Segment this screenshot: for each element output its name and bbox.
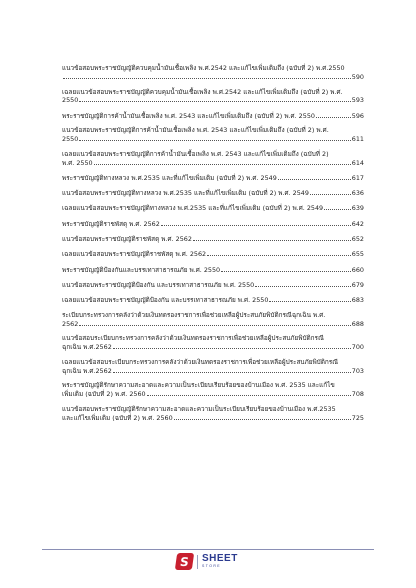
dot-leader [255, 280, 351, 287]
toc-entry[interactable] [62, 126, 364, 143]
toc-entry-title: และแก้ไขเพิ่มเติม (ฉบับที่ 2) พ.ศ. 2560 [62, 413, 173, 422]
toc-entry-line [62, 111, 364, 120]
toc-entry-line [62, 150, 364, 158]
dot-leader [269, 296, 350, 303]
toc-entry-line [62, 126, 364, 134]
logo-separator [197, 555, 198, 569]
toc-entry-title: แนวข้อสอบพระราชบัญญัติควบคุมน้ำมันเชื้อเพลิง พ.ศ.2542 และแก้ไขเพิ่มเติมถึง (ฉบับที่ 2) พ.ศ.2550 [62, 64, 345, 72]
toc-entry-line [62, 265, 364, 274]
toc-page-number: 652 [351, 234, 364, 243]
dot-leader [316, 111, 351, 118]
toc-entry-title: แนวข้อสอบพระราชบัญญัติทางหลวง พ.ศ.2535 และที่แก้ไขเพิ่มเติม (ฉบับที่ 2) พ.ศ. 2549 [62, 189, 309, 198]
toc-page-number: 683 [351, 296, 364, 305]
logo-text [202, 554, 238, 569]
toc-entry-title: 2550 [62, 135, 79, 143]
toc-entry-line [62, 366, 364, 375]
toc-entry-line [62, 280, 364, 289]
toc-page-number: 590 [351, 72, 364, 81]
dot-leader [113, 366, 351, 373]
toc-entry-line [62, 96, 364, 105]
toc-entry-line [62, 204, 364, 213]
dot-leader [79, 319, 351, 326]
toc-entry[interactable] [62, 358, 364, 375]
dot-leader [113, 343, 351, 350]
dot-leader [324, 204, 351, 211]
toc-entry-title: เฉลยแนวข้อสอบระเบียบกระทรวงการคลังว่าด้วยเงินทดรองราชการเพื่อช่วยเหลือผู้ประสบภัยพิบัติกรณี [62, 357, 339, 366]
toc-entry-line [62, 64, 364, 72]
toc-page-number: 725 [351, 413, 364, 422]
toc-entry-title: 2550 [62, 96, 79, 105]
toc-entry[interactable] [62, 296, 364, 305]
toc-entry-title: เฉลยแนวข้อสอบพระราชบัญญัติราชพัสดุ พ.ศ. 2562 [62, 250, 207, 259]
dot-leader [207, 250, 351, 257]
toc-entry-title: พระราชบัญญัติทางหลวง พ.ศ.2535 และที่แก้ไขเพิ่มเติม (ฉบับที่ 2) พ.ศ. 2549 [62, 173, 277, 182]
toc-entry-line [62, 381, 364, 389]
toc-page-number: 642 [351, 219, 364, 228]
toc-entry-line [62, 343, 364, 352]
toc-entry-title: พระราชบัญญัติการค้าน้ำมันเชื้อเพลิง พ.ศ. 2543 และแก้ไขเพิ่มเติมถึง (ฉบับที่ 2) พ.ศ. 2550 [62, 111, 315, 120]
toc-entry-line [62, 358, 364, 366]
logo-brand: SHEET [202, 553, 238, 565]
toc-entry-title: เพิ่มเติม (ฉบับที่ 2) พ.ศ. 2560 [62, 390, 146, 399]
table-of-contents [62, 64, 364, 428]
toc-entry-line [62, 189, 364, 198]
toc-entry-title: ฉุกเฉิน พ.ศ.2562 [62, 343, 112, 352]
toc-entry-line [62, 413, 364, 422]
dot-leader [147, 390, 351, 397]
dot-leader [79, 135, 351, 142]
dot-leader [278, 173, 351, 180]
toc-page-number: 617 [351, 173, 364, 182]
toc-entry-line [62, 390, 364, 399]
toc-page-number: 611 [351, 135, 364, 143]
toc-entry-line [62, 72, 364, 81]
footer-divider [42, 549, 374, 550]
toc-entry-line [62, 296, 364, 305]
toc-page-number: 639 [351, 204, 364, 213]
toc-page-number: 700 [351, 343, 364, 352]
toc-page-number: 703 [351, 366, 364, 375]
dot-leader [63, 72, 351, 79]
logo-tagline: STORE [202, 564, 221, 569]
toc-entry-line [62, 158, 364, 167]
toc-entry-line [62, 334, 364, 342]
sheet-store-logo [176, 553, 238, 570]
toc-entry[interactable] [62, 381, 364, 398]
toc-entry-title: เฉลยแนวข้อสอบพระราชบัญญัติป้องกัน และบรรเทาสาธารณภัย พ.ศ. 2550 [62, 296, 269, 305]
toc-entry-title: เฉลยแนวข้อสอบพระราชบัญญัติทางหลวง พ.ศ.2535 และที่แก้ไขเพิ่มเติม (ฉบับที่ 2) พ.ศ. 2549 [62, 204, 324, 213]
toc-entry-title: 2562 [62, 319, 79, 328]
dot-leader [94, 158, 351, 165]
toc-entry-line [62, 135, 364, 144]
toc-entry-title: ระเบียบกระทรวงการคลังว่าด้วยเงินทดรองราชการเพื่อช่วยเหลือผู้ประสบภัยพิบัติกรณีฉุกเฉิน พ.ศ. [62, 310, 326, 319]
toc-entry-title: แนวข้อสอบพระราชบัญญัติราชพัสดุ พ.ศ. 2562 [62, 234, 192, 243]
toc-entry-line [62, 234, 364, 243]
toc-page-number: 593 [351, 96, 364, 105]
toc-entry[interactable] [62, 204, 364, 213]
toc-entry[interactable] [62, 234, 364, 243]
toc-page-number: 688 [351, 319, 364, 328]
dot-leader [221, 265, 351, 272]
toc-entry[interactable] [62, 334, 364, 351]
toc-page-number: 660 [351, 265, 364, 274]
toc-entry-line [62, 173, 364, 182]
toc-entry[interactable] [62, 405, 364, 422]
toc-entry-title: พระราชบัญญัติราชพัสดุ พ.ศ. 2562 [62, 219, 160, 228]
toc-entry-line [62, 219, 364, 228]
toc-entry-title: พ.ศ. 2550 [62, 158, 93, 167]
toc-entry-line [62, 250, 364, 259]
dot-leader [310, 189, 351, 196]
toc-page-number: 636 [351, 189, 364, 198]
dot-leader [79, 96, 351, 103]
toc-entry[interactable] [62, 250, 364, 259]
toc-entry[interactable] [62, 265, 364, 274]
toc-page-number: 614 [351, 158, 364, 167]
toc-entry-title: ฉุกเฉิน พ.ศ.2562 [62, 366, 112, 375]
toc-entry[interactable] [62, 64, 364, 81]
toc-entry[interactable] [62, 311, 364, 328]
dot-leader [174, 413, 351, 420]
toc-entry[interactable] [62, 111, 364, 120]
toc-entry-line [62, 319, 364, 328]
toc-entry[interactable] [62, 88, 364, 105]
toc-page-number: 596 [351, 111, 364, 120]
toc-page-number: 679 [351, 280, 364, 289]
dot-leader [193, 234, 351, 241]
logo-mark-icon: S [175, 553, 194, 570]
toc-entry-line [62, 405, 364, 413]
dot-leader [161, 219, 351, 226]
toc-entry-title: พระราชบัญญัติป้องกันและบรรเทาสาธารณภัย พ.ศ. 2550 [62, 265, 221, 274]
toc-entry-title: เฉลยแนวข้อสอบพระราชบัญญัติควบคุมน้ำมันเชื้อเพลิง พ.ศ.2542 และแก้ไขเพิ่มเติมถึง (ฉบับที่ 2) พ.ศ. [62, 87, 343, 96]
toc-entry[interactable] [62, 189, 364, 198]
toc-page-number: 655 [351, 250, 364, 259]
toc-entry-title: แนวข้อสอบพระราชบัญญัติป้องกัน และบรรเทาสาธารณภัย พ.ศ. 2550 [62, 280, 255, 289]
toc-entry-line [62, 311, 364, 319]
toc-entry[interactable] [62, 280, 364, 289]
toc-entry[interactable] [62, 219, 364, 228]
toc-entry[interactable] [62, 173, 364, 182]
toc-entry-title: แนวข้อสอบพระราชบัญญัติการค้าน้ำมันเชื้อเพลิง พ.ศ. 2543 และแก้ไขเพิ่มเติมถึง (ฉบับที่ 2) พ.ศ. [62, 126, 329, 135]
toc-entry[interactable] [62, 150, 364, 167]
toc-entry-title: พระราชบัญญัติรักษาความสะอาดและความเป็นระเบียบเรียบร้อยของบ้านเมือง พ.ศ. 2535 และแก้ไข [62, 381, 335, 390]
toc-entry-title: แนวข้อสอบระเบียบกระทรวงการคลังว่าด้วยเงินทดรองราชการเพื่อช่วยเหลือผู้ประสบภัยพิบัติกรณี [62, 334, 324, 343]
toc-entry-title: แนวข้อสอบพระราชบัญญัติรักษาความสะอาดและความเป็นระเบียบเรียบร้อยของบ้านเมือง พ.ศ.2535 [62, 404, 336, 413]
toc-entry-line [62, 88, 364, 96]
toc-page-number: 708 [351, 390, 364, 399]
toc-entry-title: เฉลยแนวข้อสอบพระราชบัญญัติการค้าน้ำมันเชื้อเพลิง พ.ศ. 2543 และแก้ไขเพิ่มเติมถึง (ฉบับที่ 2) [62, 149, 329, 158]
